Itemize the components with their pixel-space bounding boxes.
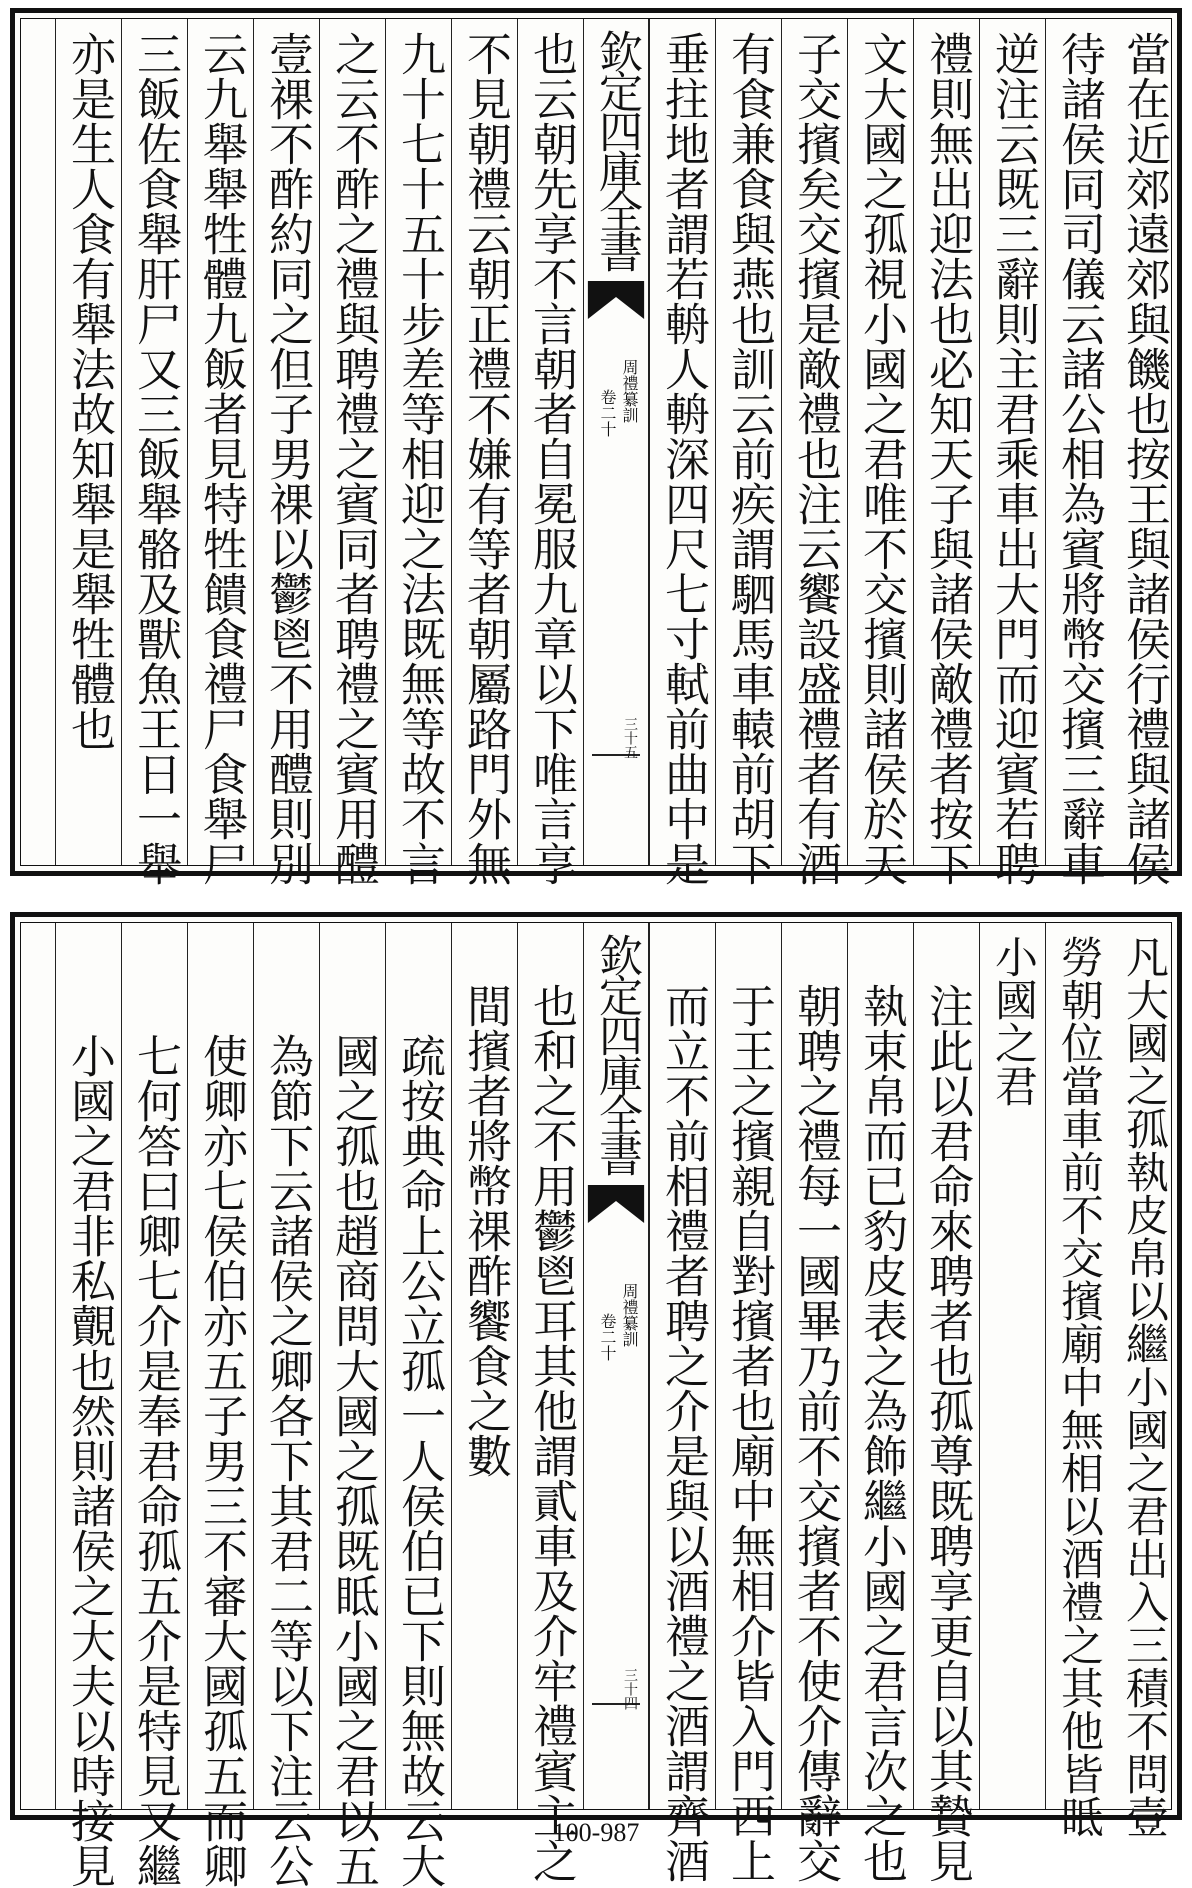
column-text: 禮則無出迎法也必知天子與諸侯敵禮者按下 [921, 31, 974, 886]
text-column [187, 19, 253, 886]
text-column [715, 923, 781, 1883]
column-text: 有食兼食與燕也訓云前疾謂駟馬車轅前胡下 [723, 31, 776, 886]
text-column [1111, 923, 1177, 1838]
text-column [517, 923, 583, 1883]
column-text: 不見朝禮云朝正禮不嫌有等者朝屬路門外無 [459, 31, 512, 886]
text-column [121, 19, 187, 886]
fishtail-mark-icon [584, 277, 648, 323]
collection-title: 欽定四庫全書 [591, 933, 642, 1173]
text-column [253, 923, 319, 1888]
juan-number: 卷二十 [598, 389, 617, 437]
column-text: 國之孤也趙商問大國之孤既眡小國之君以五 [327, 1033, 380, 1888]
text-column [319, 923, 385, 1888]
column-text: 文大國之孤視小國之君唯不交擯則諸侯於天 [855, 31, 908, 886]
book-title: 周禮纂訓 [620, 1283, 639, 1347]
column-text: 小國之君非私覿也然則諸侯之大夫以時接見 [63, 1033, 116, 1888]
text-column [121, 923, 187, 1888]
juan-number: 卷二十 [598, 1313, 617, 1361]
column-text: 為節下云諸侯之卿各下其君二等以下注云公 [261, 1033, 314, 1888]
text-column [979, 923, 1045, 1809]
text-column [649, 923, 715, 1883]
folio-number: 三十五 [622, 717, 638, 759]
text-column [385, 923, 451, 1888]
text-column [319, 19, 385, 886]
text-column [781, 19, 847, 886]
column-text: 朝聘之禮每一國畢乃前不交擯者不使介傳辭交 [789, 983, 842, 1883]
book-title: 周禮纂訓 [620, 359, 639, 423]
column-text: 九十七十五十步差等相迎之法既無等故不言 [393, 31, 446, 886]
text-column [979, 19, 1045, 886]
text-column [1045, 19, 1111, 886]
column-text: 勞朝位當車前不交擯廟中無相以酒禮之其他皆眡 [1054, 935, 1104, 1838]
column-text: 使卿亦七侯伯亦五子男三不審大國孤五而卿 [195, 1033, 248, 1888]
text-column [55, 19, 121, 865]
text-column [451, 923, 517, 1809]
text-column [1111, 19, 1177, 886]
text-column [517, 19, 583, 886]
collection-title: 欽定四庫全書 [591, 29, 642, 269]
column-text: 云九舉舉牲體九飯者見特牲饋食禮尸食舉尸 [195, 31, 248, 886]
text-column [847, 19, 913, 886]
text-column [913, 19, 979, 886]
fishtail-mark-icon [584, 1181, 648, 1227]
column-text: 執束帛而已豹皮表之為飾繼小國之君言次之也 [855, 983, 908, 1883]
text-column [1045, 923, 1111, 1838]
column-text: 也云朝先享不言朝者自冕服九章以下唯言享 [525, 31, 578, 886]
page-number: 100-987 [552, 1818, 640, 1847]
column-text: 疏按典命上公立孤一人侯伯已下則無故云大 [393, 1033, 446, 1888]
column-text: 三飯佐食舉肝尸又三飯舉骼及獸魚王日一舉 [129, 31, 182, 886]
folio-number: 三十四 [622, 1668, 638, 1710]
column-text: 于王之擯親自對擯者也廟中無相介皆入門西上 [723, 983, 776, 1883]
top-page [10, 8, 1182, 886]
text-column [187, 923, 253, 1888]
text-column [715, 19, 781, 886]
column-text: 七何答曰卿七介是奉君命孤五介是特見又繼 [129, 1033, 182, 1888]
center-strip [583, 923, 649, 1809]
text-column [913, 923, 979, 1883]
text-column [55, 923, 121, 1888]
text-column [253, 19, 319, 886]
column-text: 逆注云既三辭則主君乘車出大門而迎賓若聘 [987, 31, 1040, 886]
column-text: 當在近郊遠郊與饑也按王與諸侯行禮與諸侯 [1118, 31, 1171, 886]
text-column [781, 923, 847, 1883]
column-text: 小國之君 [988, 935, 1038, 1107]
text-column [385, 19, 451, 886]
column-text: 而立不前相禮者聘之介是與以酒禮之酒謂齊酒 [657, 983, 710, 1883]
column-text: 亦是生人食有舉法故知舉是舉牲體也 [63, 31, 116, 751]
text-column [847, 923, 913, 1883]
column-text: 注此以君命來聘者也孤尊既聘享更自以其贄見 [921, 983, 974, 1883]
column-text: 凡大國之孤執皮帛以繼小國之君出入三積不問壹 [1119, 935, 1169, 1838]
center-strip [583, 19, 649, 865]
column-text: 待諸侯同司儀云諸公相為賓將幣交擯三辭車 [1053, 31, 1106, 886]
text-column [451, 19, 517, 886]
column-text: 垂拄地者謂若輈人輈深四尺七寸軾前曲中是 [657, 31, 710, 886]
column-text: 之云不酢之禮與聘禮之賓同者聘禮之賓用醴 [327, 31, 380, 886]
column-text: 也和之不用鬱鬯耳其他謂貳車及介牢禮賓主之 [525, 983, 578, 1883]
column-text: 壹祼不酢約同之但子男祼以鬱鬯不用醴則別 [261, 31, 314, 886]
column-text: 間擯者將幣祼酢饗食之數 [459, 983, 512, 1478]
top-page-frame [20, 18, 1172, 886]
text-column [649, 19, 715, 886]
column-text: 子交擯矣交擯是敵禮也注云饗設盛禮者有酒 [789, 31, 842, 886]
